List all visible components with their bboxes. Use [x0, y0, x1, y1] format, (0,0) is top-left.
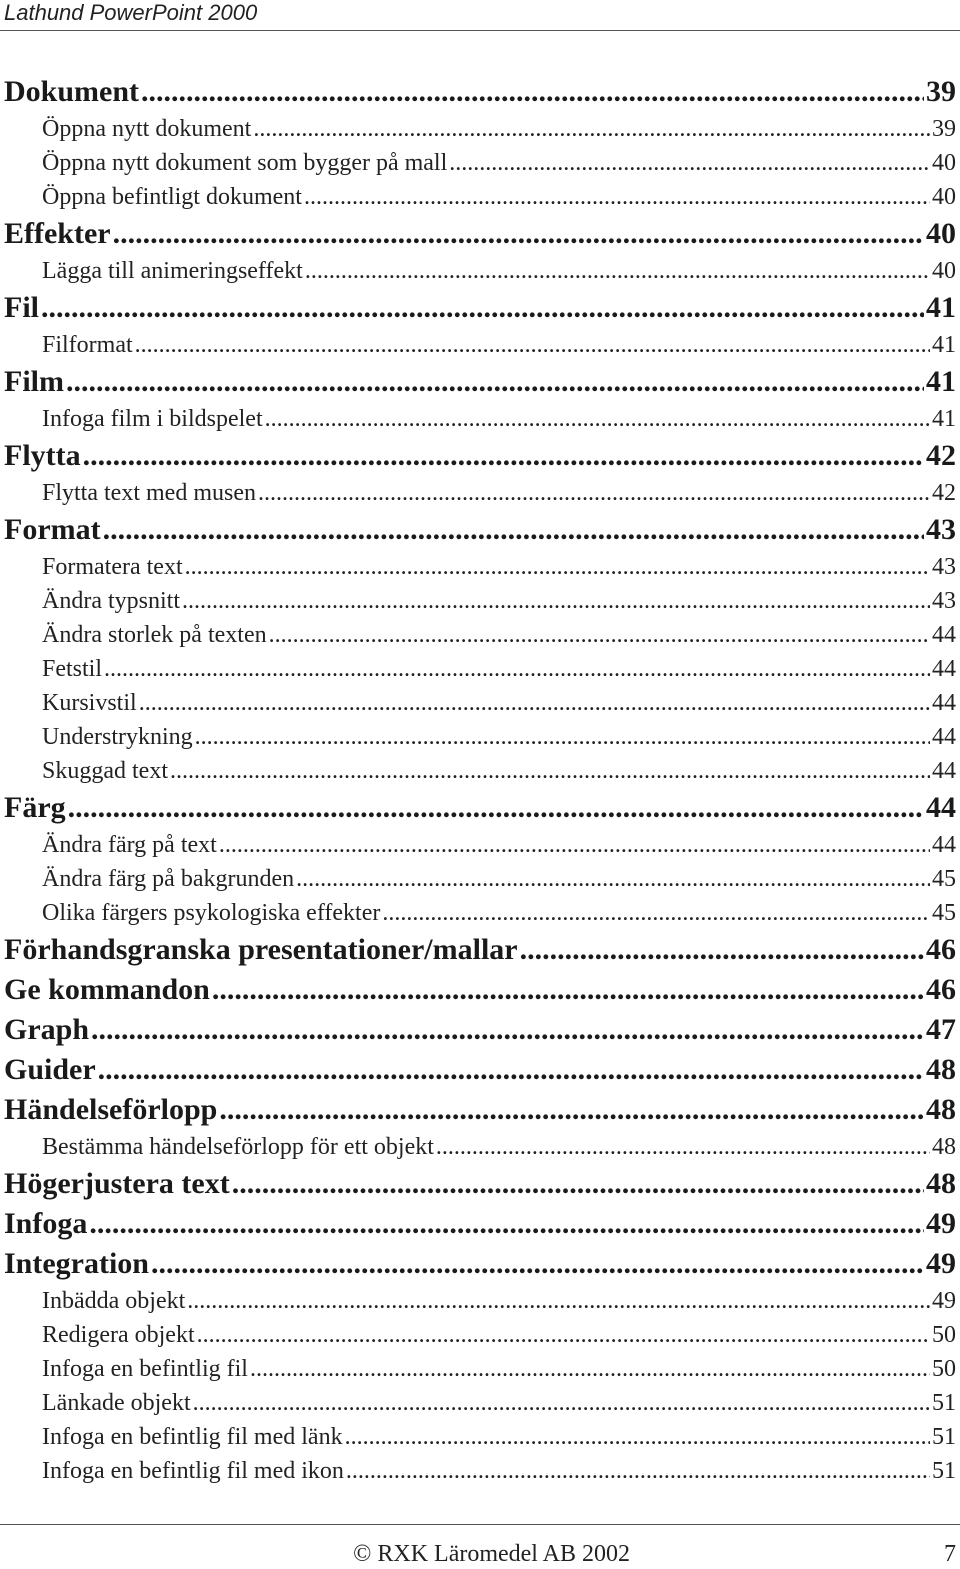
- toc-entry-page: 42: [926, 439, 956, 472]
- footer-page-number: 7: [944, 1541, 956, 1567]
- dot-leader: [135, 328, 930, 362]
- toc-subentry[interactable]: [0, 1386, 960, 1420]
- dot-leader: [103, 510, 924, 550]
- toc-entry-page: 40: [926, 217, 956, 250]
- dot-leader: [187, 1284, 930, 1318]
- toc-entry-page: 41: [932, 332, 956, 358]
- dot-leader: [113, 214, 924, 254]
- toc-subentry[interactable]: [0, 1352, 960, 1386]
- toc-entry-page: 43: [926, 513, 956, 546]
- dot-leader: [83, 436, 924, 476]
- toc-entry-label: Kursivstil: [42, 690, 137, 716]
- toc-entry-page: 50: [932, 1322, 956, 1348]
- toc-heading-entry[interactable]: [0, 970, 960, 1010]
- dot-leader: [141, 72, 924, 112]
- toc-entry-label: Effekter: [4, 217, 111, 250]
- toc-entry-page: 44: [932, 758, 956, 784]
- toc-heading-entry[interactable]: [0, 1204, 960, 1244]
- toc-entry-label: Formatera text: [42, 554, 183, 580]
- toc-entry-page: 48: [926, 1093, 956, 1126]
- toc-entry-label: Dokument: [4, 75, 140, 108]
- toc-entry-page: 46: [926, 973, 956, 1006]
- toc-entry-page: 51: [932, 1390, 956, 1416]
- dot-leader: [232, 1164, 924, 1204]
- toc-entry-page: 40: [932, 184, 956, 210]
- toc-heading-entry[interactable]: [0, 436, 960, 476]
- toc-subentry[interactable]: [0, 112, 960, 146]
- toc-entry-page: 50: [932, 1356, 956, 1382]
- toc-heading-entry[interactable]: [0, 1050, 960, 1090]
- dot-leader: [296, 862, 930, 896]
- toc-subentry[interactable]: [0, 146, 960, 180]
- toc-entry-label: Ge kommandon: [4, 973, 210, 1006]
- dot-leader: [253, 112, 930, 146]
- dot-leader: [436, 1130, 930, 1164]
- toc-entry-label: Infoga en befintlig fil med ikon: [42, 1458, 344, 1484]
- toc-subentry[interactable]: [0, 896, 960, 930]
- toc-entry-page: 39: [932, 116, 956, 142]
- dot-leader: [89, 1204, 924, 1244]
- document-title: Lathund PowerPoint 2000: [4, 0, 258, 25]
- toc-subentry[interactable]: [0, 618, 960, 652]
- toc-entry-label: Graph: [4, 1013, 90, 1046]
- toc-heading-entry[interactable]: [0, 1010, 960, 1050]
- toc-entry-label: Ändra typsnitt: [42, 588, 180, 614]
- toc-heading-entry[interactable]: [0, 362, 960, 402]
- dot-leader: [182, 584, 930, 618]
- dot-leader: [345, 1420, 930, 1454]
- dot-leader: [212, 970, 924, 1010]
- dot-leader: [269, 618, 930, 652]
- toc-heading-entry[interactable]: [0, 1164, 960, 1204]
- toc-subentry[interactable]: [0, 1130, 960, 1164]
- dot-leader: [185, 550, 930, 584]
- toc-entry-page: 51: [932, 1458, 956, 1484]
- toc-entry-page: 49: [926, 1247, 956, 1280]
- dot-leader: [195, 720, 930, 754]
- table-of-contents: [0, 72, 960, 1488]
- toc-entry-page: 51: [932, 1424, 956, 1450]
- toc-entry-page: 41: [932, 406, 956, 432]
- toc-entry-label: Infoga en befintlig fil med länk: [42, 1424, 343, 1450]
- toc-entry-label: Film: [4, 365, 64, 398]
- dot-leader: [104, 652, 930, 686]
- toc-entry-label: Förhandsgranska presentationer/mallar: [4, 933, 518, 966]
- toc-entry-label: Öppna befintligt dokument: [42, 184, 302, 210]
- toc-entry-label: Flytta text med musen: [42, 480, 256, 506]
- dot-leader: [139, 686, 930, 720]
- toc-entry-page: 44: [932, 690, 956, 716]
- toc-subentry[interactable]: [0, 402, 960, 436]
- toc-entry-page: 41: [926, 365, 956, 398]
- dot-leader: [520, 930, 924, 970]
- dot-leader: [265, 402, 930, 436]
- toc-entry-label: Skuggad text: [42, 758, 168, 784]
- dot-leader: [170, 754, 930, 788]
- toc-entry-label: Ändra storlek på texten: [42, 622, 267, 648]
- toc-entry-page: 42: [932, 480, 956, 506]
- toc-entry-page: 48: [926, 1167, 956, 1200]
- toc-entry-label: Länkade objekt: [42, 1390, 191, 1416]
- toc-entry-page: 44: [932, 724, 956, 750]
- toc-entry-label: Bestämma händelseförlopp för ett objekt: [42, 1134, 434, 1160]
- toc-entry-label: Ändra färg på bakgrunden: [42, 866, 295, 892]
- toc-entry-page: 48: [932, 1134, 956, 1160]
- toc-heading-entry[interactable]: [0, 72, 960, 112]
- toc-heading-entry[interactable]: [0, 1244, 960, 1284]
- toc-heading-entry[interactable]: [0, 214, 960, 254]
- toc-subentry[interactable]: [0, 584, 960, 618]
- toc-entry-label: Lägga till animeringseffekt: [42, 258, 303, 284]
- page-header: [0, 0, 960, 31]
- toc-entry-label: Guider: [4, 1053, 96, 1086]
- toc-entry-page: 49: [932, 1288, 956, 1314]
- toc-subentry[interactable]: [0, 754, 960, 788]
- toc-entry-label: Integration: [4, 1247, 149, 1280]
- toc-entry-label: Fil: [4, 291, 39, 324]
- toc-subentry[interactable]: [0, 862, 960, 896]
- toc-entry-label: Understrykning: [42, 724, 193, 750]
- toc-subentry[interactable]: [0, 1318, 960, 1352]
- dot-leader: [68, 788, 924, 828]
- toc-entry-page: 39: [926, 75, 956, 108]
- toc-entry-page: 44: [932, 832, 956, 858]
- toc-entry-label: Öppna nytt dokument som bygger på mall: [42, 150, 448, 176]
- toc-entry-label: Format: [4, 513, 101, 546]
- dot-leader: [66, 362, 924, 402]
- toc-heading-entry[interactable]: [0, 930, 960, 970]
- toc-subentry[interactable]: [0, 476, 960, 510]
- toc-entry-label: Redigera objekt: [42, 1322, 195, 1348]
- dot-leader: [382, 896, 930, 930]
- toc-entry-page: 45: [932, 900, 956, 926]
- toc-entry-label: Ändra färg på text: [42, 832, 217, 858]
- dot-leader: [197, 1318, 930, 1352]
- toc-subentry[interactable]: [0, 1420, 960, 1454]
- toc-entry-label: Flytta: [4, 439, 81, 472]
- toc-entry-page: 49: [926, 1207, 956, 1240]
- toc-entry-page: 45: [932, 866, 956, 892]
- dot-leader: [91, 1010, 924, 1050]
- toc-entry-label: Händelseförlopp: [4, 1093, 218, 1126]
- dot-leader: [151, 1244, 924, 1284]
- toc-entry-label: Inbädda objekt: [42, 1288, 186, 1314]
- toc-subentry[interactable]: [0, 254, 960, 288]
- dot-leader: [305, 254, 930, 288]
- toc-entry-page: 44: [932, 656, 956, 682]
- toc-heading-entry[interactable]: [0, 288, 960, 328]
- dot-leader: [304, 180, 930, 214]
- toc-entry-page: 48: [926, 1053, 956, 1086]
- toc-entry-label: Infoga: [4, 1207, 88, 1240]
- toc-entry-page: 43: [932, 554, 956, 580]
- toc-subentry[interactable]: [0, 686, 960, 720]
- dot-leader: [219, 1090, 924, 1130]
- toc-heading-entry[interactable]: [0, 510, 960, 550]
- toc-entry-label: Fetstil: [42, 656, 103, 682]
- dot-leader: [346, 1454, 930, 1488]
- toc-heading-entry[interactable]: [0, 788, 960, 828]
- toc-entry-label: Olika färgers psykologiska effekter: [42, 900, 381, 926]
- toc-entry-label: Infoga en befintlig fil: [42, 1356, 248, 1382]
- toc-subentry[interactable]: [0, 652, 960, 686]
- toc-entry-page: 44: [926, 791, 956, 824]
- toc-entry-page: 46: [926, 933, 956, 966]
- toc-subentry[interactable]: [0, 1284, 960, 1318]
- toc-entry-page: 43: [932, 588, 956, 614]
- dot-leader: [193, 1386, 930, 1420]
- toc-subentry[interactable]: [0, 828, 960, 862]
- toc-entry-page: 44: [932, 622, 956, 648]
- dot-leader: [449, 146, 930, 180]
- footer-copyright: © RXK Läromedel AB 2002: [353, 1541, 630, 1567]
- toc-heading-entry[interactable]: [0, 1090, 960, 1130]
- toc-entry-label: Filformat: [42, 332, 133, 358]
- toc-entry-label: Högerjustera text: [4, 1167, 230, 1200]
- toc-subentry[interactable]: [0, 720, 960, 754]
- toc-entry-page: 47: [926, 1013, 956, 1046]
- toc-subentry[interactable]: [0, 1454, 960, 1488]
- toc-entry-page: 41: [926, 291, 956, 324]
- toc-entry-label: Infoga film i bildspelet: [42, 406, 263, 432]
- dot-leader: [41, 288, 924, 328]
- toc-entry-label: Öppna nytt dokument: [42, 116, 252, 142]
- toc-subentry[interactable]: [0, 180, 960, 214]
- dot-leader: [258, 476, 930, 510]
- toc-subentry[interactable]: [0, 550, 960, 584]
- dot-leader: [98, 1050, 924, 1090]
- toc-entry-page: 40: [932, 150, 956, 176]
- toc-entry-page: 40: [932, 258, 956, 284]
- footer-divider: [0, 1524, 960, 1525]
- dot-leader: [250, 1352, 930, 1386]
- toc-entry-label: Färg: [4, 791, 66, 824]
- dot-leader: [219, 828, 930, 862]
- toc-subentry[interactable]: [0, 328, 960, 362]
